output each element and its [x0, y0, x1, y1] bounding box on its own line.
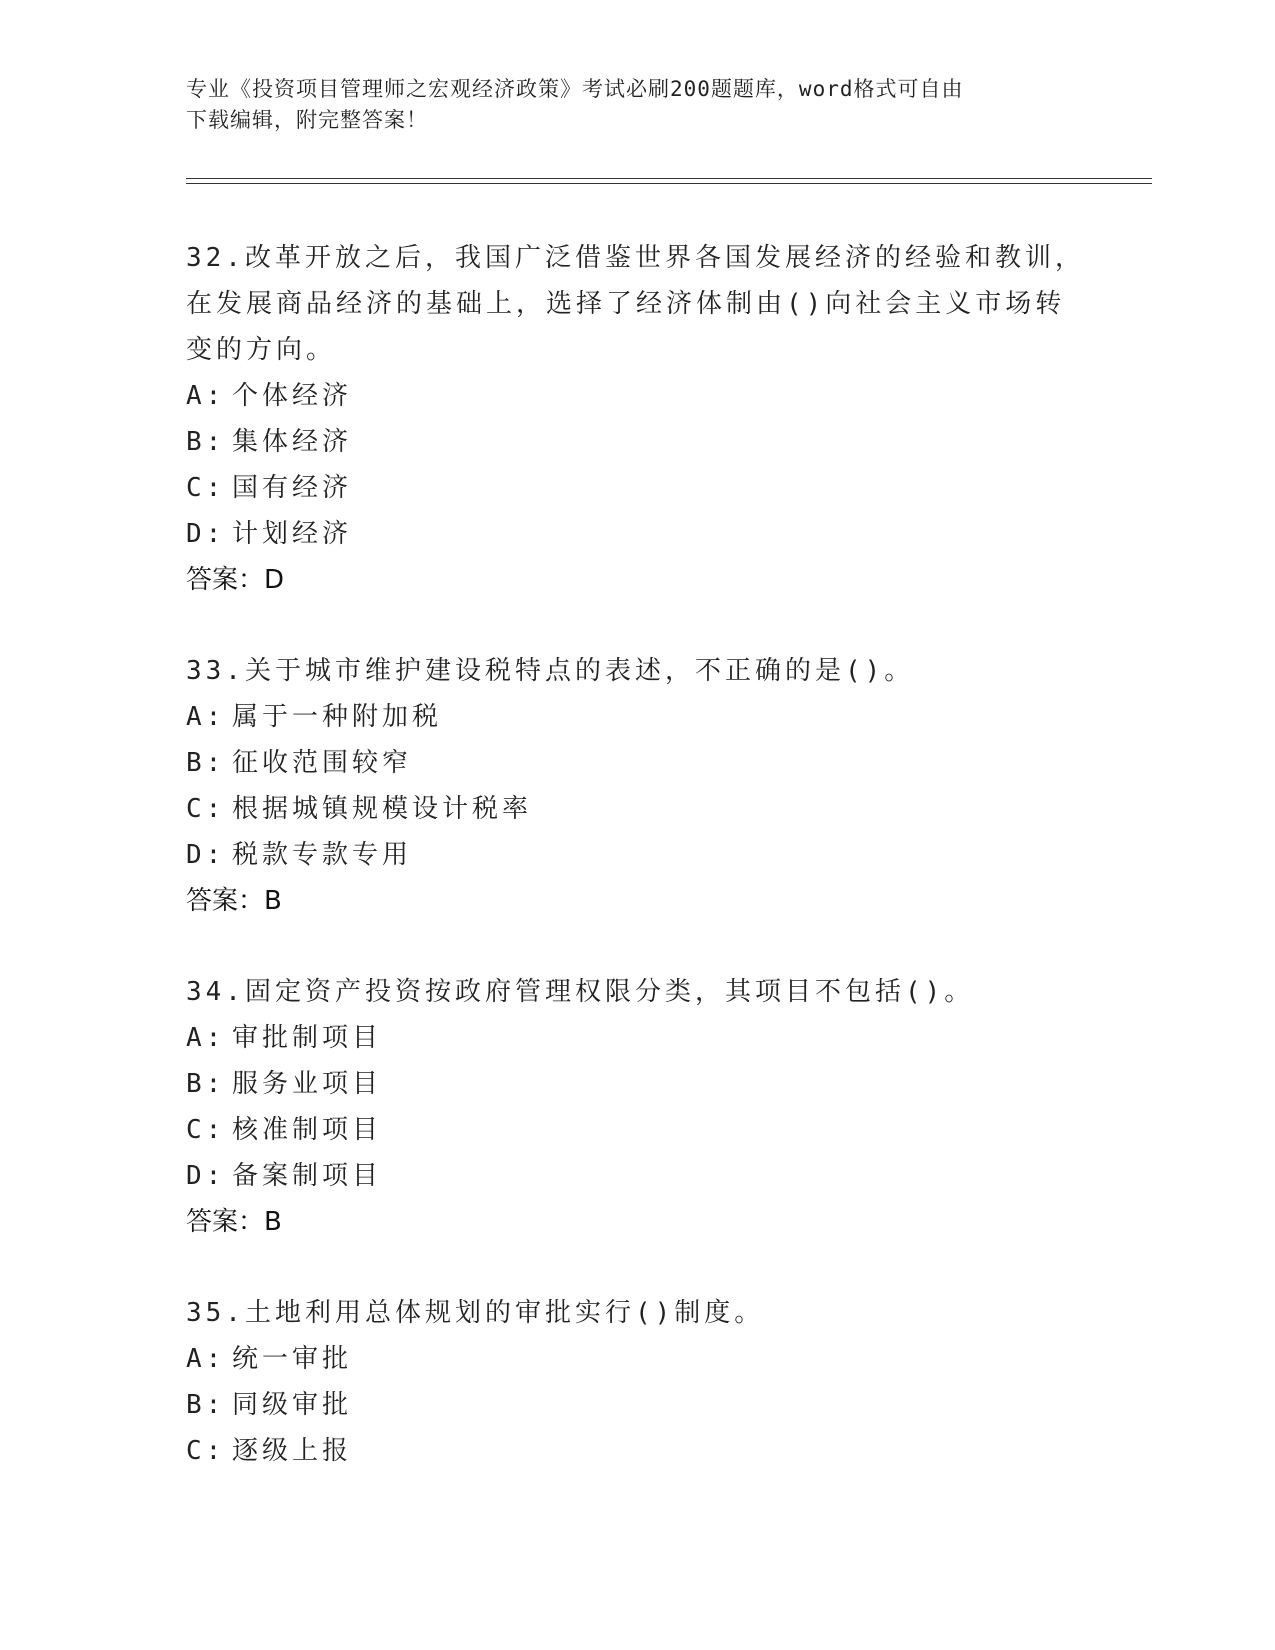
- option-c: [186, 1428, 1086, 1474]
- question-34: [186, 969, 1086, 1245]
- question-32: [186, 235, 1086, 603]
- option-text: 征收范围较窄: [232, 748, 413, 778]
- option-text: 国有经济: [232, 473, 353, 503]
- option-text: 个体经济: [232, 381, 353, 411]
- option-a: [186, 1015, 1086, 1061]
- option-letter: B:: [186, 1069, 226, 1099]
- option-b: [186, 1382, 1086, 1428]
- option-d: [186, 832, 1086, 878]
- header-line-1: 专业《投资项目管理师之宏观经济政策》考试必刷200题题库，word格式可自由: [186, 77, 964, 101]
- option-text: 属于一种附加税: [232, 702, 443, 732]
- option-d: [186, 1153, 1086, 1199]
- header-line-2: 下载编辑，附完整答案！: [186, 108, 428, 132]
- option-letter: C:: [186, 1115, 226, 1145]
- option-b: [186, 740, 1086, 786]
- question-stem: 34.固定资产投资按政府管理权限分类，其项目不包括()。: [186, 977, 975, 1007]
- option-a: [186, 694, 1086, 740]
- option-letter: C:: [186, 794, 226, 824]
- question-list: [186, 235, 1086, 1519]
- option-c: [186, 786, 1086, 832]
- option-letter: A:: [186, 1344, 226, 1374]
- option-text: 备案制项目: [232, 1161, 383, 1191]
- option-letter: B:: [186, 748, 226, 778]
- option-d: [186, 511, 1086, 557]
- option-text: 同级审批: [232, 1390, 353, 1420]
- option-b: [186, 419, 1086, 465]
- option-text: 审批制项目: [232, 1023, 383, 1053]
- answer-text: 答案：B: [186, 886, 282, 916]
- option-letter: C:: [186, 473, 226, 503]
- option-a: [186, 1336, 1086, 1382]
- option-text: 税款专款专用: [232, 840, 413, 870]
- option-text: 逐级上报: [232, 1436, 353, 1466]
- option-letter: A:: [186, 381, 226, 411]
- document-header: [186, 74, 1086, 136]
- option-letter: A:: [186, 1023, 226, 1053]
- option-c: [186, 1107, 1086, 1153]
- option-letter: D:: [186, 840, 226, 870]
- answer-text: 答案：D: [186, 565, 285, 595]
- answer-text: 答案：B: [186, 1207, 282, 1237]
- option-letter: B:: [186, 1390, 226, 1420]
- option-text: 核准制项目: [232, 1115, 383, 1145]
- option-text: 服务业项目: [232, 1069, 383, 1099]
- option-text: 计划经济: [232, 519, 353, 549]
- question-stem: 33.关于城市维护建设税特点的表述，不正确的是()。: [186, 656, 915, 686]
- option-b: [186, 1061, 1086, 1107]
- question-33: [186, 648, 1086, 924]
- option-a: [186, 373, 1086, 419]
- option-text: 统一审批: [232, 1344, 353, 1374]
- option-text: 集体经济: [232, 427, 353, 457]
- option-c: [186, 465, 1086, 511]
- option-letter: A:: [186, 702, 226, 732]
- option-letter: C:: [186, 1436, 226, 1466]
- question-stem: 35.土地利用总体规划的审批实行()制度。: [186, 1298, 765, 1328]
- question-35: [186, 1290, 1086, 1474]
- header-divider-bottom: [186, 183, 1152, 184]
- option-text: 根据城镇规模设计税率: [232, 794, 533, 824]
- option-letter: B:: [186, 427, 226, 457]
- option-letter: D:: [186, 519, 226, 549]
- question-stem: 32.改革开放之后，我国广泛借鉴世界各国发展经济的经验和教训，在发展商品经济的基础上，选择了经济体制由()向社会主义市场转变的方向。: [186, 243, 1085, 365]
- option-letter: D:: [186, 1161, 226, 1191]
- header-divider-top: [186, 178, 1152, 179]
